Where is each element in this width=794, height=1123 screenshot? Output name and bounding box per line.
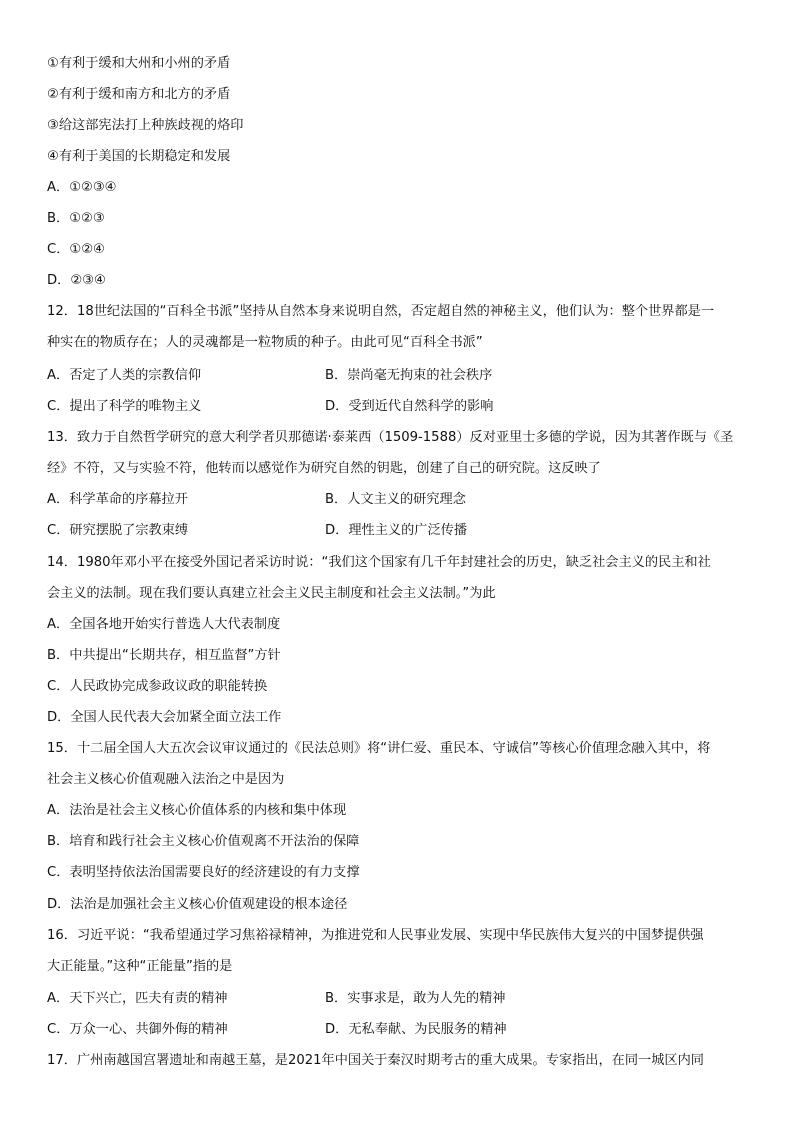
q13-option-b[interactable]: B．人文主义的研究理念 (325, 492, 466, 507)
q12-option-c[interactable]: C．提出了科学的唯物主义 (47, 399, 202, 414)
q11-option-b[interactable]: B．①②③ (47, 211, 105, 226)
statement-3: ③给这部宪法打上种族歧视的烙印 (47, 118, 244, 133)
q13-option-c[interactable]: C．研究摆脱了宗教束缚 (47, 523, 189, 538)
q16-option-c[interactable]: C．万众一心、共御外侮的精神 (47, 1022, 228, 1037)
q14-stem-line2: 会主义的法制。现在我们要认真建立社会主义民主制度和社会主义法制。”为此 (47, 586, 496, 601)
q14-option-d[interactable]: D．全国人民代表大会加紧全面立法工作 (47, 710, 282, 725)
q12-option-b[interactable]: B．崇尚毫无拘束的社会秩序 (325, 368, 493, 383)
q12-stem-line1: 12．18世纪法国的“百科全书派”坚持从自然本身来说明自然，否定超自然的神秘主义，他们认为：整个世界都是一 (47, 304, 715, 319)
q13-stem-line2: 经》不符，又与实验不符，他转而以感觉作为研究自然的钥匙，创建了自己的研究院。这反映了 (47, 461, 601, 476)
q15-option-d[interactable]: D．法治是加强社会主义核心价值观建设的根本途径 (47, 897, 348, 912)
q12-stem-line2: 种实在的物质存在；人的灵魂都是一粒物质的种子。由此可见“百科全书派” (47, 335, 483, 350)
statement-2: ②有利于缓和南方和北方的矛盾 (47, 87, 231, 102)
q13-option-d[interactable]: D．理性主义的广泛传播 (325, 523, 468, 538)
q17-stem-line1: 17．广州南越国宫署遗址和南越王墓，是2021年中国关于秦汉时期考古的重大成果。专家指出，在同一城区内同 (47, 1053, 704, 1068)
q16-option-a[interactable]: A．天下兴亡，匹夫有责的精神 (47, 991, 228, 1006)
q14-stem-line1: 14．1980年邓小平在接受外国记者采访时说：“我们这个国家有几千年封建社会的历史，缺乏社会主义的民主和社 (47, 555, 711, 570)
q15-option-a[interactable]: A．法治是社会主义核心价值体系的内核和集中体现 (47, 803, 347, 818)
q13-option-a[interactable]: A．科学革命的序幕拉开 (47, 492, 188, 507)
q16-stem-line2: 大正能量。”这种“正能量”指的是 (47, 959, 233, 974)
q15-stem-line1: 15．十二届全国人大五次会议审议通过的《民法总则》将“讲仁爱、重民本、守诚信”等核心价值理念融入其中，将 (47, 741, 711, 756)
q14-option-c[interactable]: C．人民政协完成参政议政的职能转换 (47, 679, 268, 694)
q16-stem-line1: 16．习近平说：“我希望通过学习焦裕禄精神，为推进党和人民事业发展、实现中华民族伟大复兴的中国梦提供强 (47, 928, 704, 943)
q16-option-b[interactable]: B．实事求是，敢为人先的精神 (325, 991, 506, 1006)
q12-option-a[interactable]: A．否定了人类的宗教信仰 (47, 368, 202, 383)
q15-option-b[interactable]: B．培育和践行社会主义核心价值观离不开法治的保障 (47, 834, 360, 849)
statement-4: ④有利于美国的长期稳定和发展 (47, 149, 231, 164)
q14-option-a[interactable]: A．全国各地开始实行普选人大代表制度 (47, 617, 281, 632)
q15-stem-line2: 社会主义核心价值观融入法治之中是因为 (47, 772, 285, 787)
q11-option-c[interactable]: C．①②④ (47, 242, 105, 257)
q15-option-c[interactable]: C．表明坚持依法治国需要良好的经济建设的有力支撑 (47, 865, 360, 880)
statement-1: ①有利于缓和大州和小州的矛盾 (47, 56, 231, 71)
q11-option-a[interactable]: A．①②③④ (47, 180, 117, 195)
q13-stem-line1: 13．致力于自然哲学研究的意大利学者贝那德诺·泰莱西（1509-1588）反对亚里士多德的学说，因为其著作既与《圣 (47, 430, 734, 445)
q16-option-d[interactable]: D．无私奉献、为民服务的精神 (325, 1022, 507, 1037)
q14-option-b[interactable]: B．中共提出“长期共存，相互监督”方针 (47, 648, 281, 663)
q12-option-d[interactable]: D．受到近代自然科学的影响 (325, 399, 494, 414)
q11-option-d[interactable]: D．②③④ (47, 273, 106, 288)
